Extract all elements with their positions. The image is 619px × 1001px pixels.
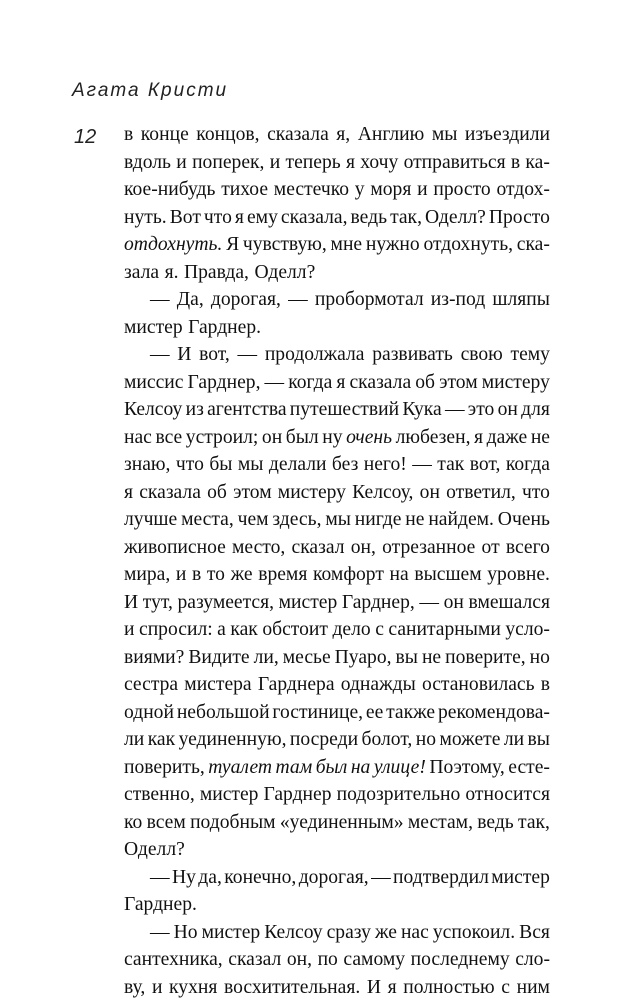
word: Гарднер. [124, 891, 197, 919]
word: отдох- [496, 176, 549, 204]
word: нигде [355, 506, 402, 534]
word: Оделл? [425, 204, 486, 232]
text-line [124, 754, 550, 782]
word: есте- [508, 754, 550, 782]
word: остановилась [422, 671, 535, 699]
word: спросил: [139, 616, 213, 644]
word: мы [325, 506, 351, 534]
word: я [388, 974, 397, 1001]
word: дорогая, [299, 864, 369, 892]
word: из [186, 396, 204, 424]
word: всем [147, 809, 186, 837]
word: ее [366, 699, 383, 727]
word: отдохнуть, [423, 231, 513, 259]
word: полностью [403, 974, 494, 1001]
word: же [375, 919, 397, 947]
word: вот, [199, 341, 230, 369]
text-line [124, 891, 550, 919]
word: на [390, 561, 409, 589]
text-line [124, 919, 550, 947]
word: миссис [124, 369, 183, 397]
word: Оделл? [254, 259, 315, 287]
word: Но [174, 919, 198, 947]
word: как [148, 726, 175, 754]
text-line [124, 121, 550, 149]
word: — [288, 286, 308, 314]
word: санитарными [388, 616, 500, 644]
word: устроил; [186, 424, 259, 452]
word: тихое [221, 176, 268, 204]
text-line [124, 396, 550, 424]
text-line [124, 836, 550, 864]
page-number: 12 [74, 126, 96, 149]
word: И [124, 589, 138, 617]
text-line [124, 451, 550, 479]
word: разумеется, [177, 589, 274, 617]
word: дело [332, 616, 370, 644]
word: Гарднер, [342, 589, 415, 617]
word: ву, [124, 974, 145, 1001]
word: сказал [228, 946, 281, 974]
word: так [437, 451, 464, 479]
word: места, [181, 506, 234, 534]
word: путешествий [290, 396, 399, 424]
word: комфорт [313, 561, 384, 589]
word: сказала, [281, 204, 348, 232]
word: него! [364, 451, 407, 479]
word: Просто [489, 204, 550, 232]
word: я [235, 204, 244, 232]
word: по [318, 946, 338, 974]
word: моря [370, 176, 411, 204]
word: — [150, 341, 170, 369]
word: он, [287, 946, 312, 974]
word: Келсоу [124, 396, 182, 424]
word: знаю, [124, 451, 170, 479]
word: об [207, 479, 227, 507]
word: ответил, [446, 479, 516, 507]
word: чем [238, 506, 269, 534]
text-line [124, 204, 550, 232]
text-line [124, 561, 550, 589]
word: — [419, 589, 439, 617]
word: подтвердил [393, 864, 489, 892]
word: свою [461, 341, 503, 369]
word: — [371, 864, 391, 892]
word: посреди [290, 726, 358, 754]
text-line [124, 286, 550, 314]
word: вы [396, 644, 418, 672]
word: ведь [477, 809, 513, 837]
word: вдоль [124, 149, 171, 177]
word: я [346, 149, 355, 177]
word: Вся [519, 919, 550, 947]
word: небольшой [177, 699, 270, 727]
word: для [521, 396, 550, 424]
word: ему [247, 204, 278, 232]
text-line [124, 616, 550, 644]
word: сантехника, [124, 946, 223, 974]
text-line [124, 259, 550, 287]
word: Гарднера [258, 671, 335, 699]
word: но [416, 726, 436, 754]
word: мистеру [278, 479, 346, 507]
word: все [155, 424, 182, 452]
word: самому [343, 946, 405, 974]
word: пробормотал [315, 286, 424, 314]
word: гостинице, [272, 699, 363, 727]
text-line [124, 424, 550, 452]
word: местечко [274, 176, 349, 204]
text-line [124, 699, 550, 727]
word: как [230, 616, 257, 644]
word: любезен, [396, 424, 471, 452]
word: подозрительно [337, 781, 461, 809]
text-line [124, 781, 550, 809]
word: мистер [124, 314, 183, 342]
word: этом [439, 369, 478, 397]
word: что [176, 451, 204, 479]
word: Келсоу [264, 919, 322, 947]
word: был [286, 424, 319, 452]
word: Очень [498, 506, 550, 534]
word: болот, [362, 726, 413, 754]
word: я, [336, 121, 350, 149]
word: Вот [170, 204, 201, 232]
word: ли [124, 726, 144, 754]
word: Оделл? [124, 836, 185, 864]
word: и [270, 149, 281, 177]
body-text [124, 121, 550, 1001]
word: усло- [505, 616, 550, 644]
word: ведь [351, 204, 387, 232]
word: нас [401, 919, 429, 947]
word: и [417, 176, 428, 204]
word: также [386, 699, 435, 727]
text-line [124, 479, 550, 507]
word: нуть. [124, 204, 167, 232]
word: — [150, 919, 170, 947]
word: последнему [411, 946, 510, 974]
word: сестра [124, 671, 178, 699]
word: сказала [267, 121, 329, 149]
word: Гарднер, [188, 369, 261, 397]
word: сло- [515, 946, 550, 974]
text-line [124, 506, 550, 534]
word: что [522, 479, 550, 507]
text-line [124, 974, 550, 1001]
word: местам, [408, 809, 473, 837]
word: «уединенным» [280, 809, 404, 837]
word: с [501, 974, 510, 1001]
word: Правда, [184, 259, 249, 287]
word: вы [528, 726, 550, 754]
word: с [375, 616, 384, 644]
word: агентства [207, 396, 286, 424]
text-line [124, 314, 550, 342]
word: но [530, 644, 550, 672]
word: сказала [139, 479, 201, 507]
word: ска- [517, 231, 550, 259]
word: ли [504, 726, 524, 754]
word: дорогая, [211, 286, 281, 314]
word: бы [209, 451, 232, 479]
word: и [152, 974, 163, 1001]
word: одной [124, 699, 174, 727]
word: отрезанное [382, 534, 475, 562]
word: концов, [196, 121, 259, 149]
word: ну [322, 424, 342, 452]
word: Англию [358, 121, 425, 149]
text-line [124, 946, 550, 974]
word: отдохнуть. [124, 231, 222, 259]
word: когда [288, 369, 332, 397]
word: И [177, 341, 191, 369]
word: ли, [254, 644, 279, 672]
word: мистер [279, 589, 338, 617]
word: вмешался [469, 589, 550, 617]
text-line [124, 149, 550, 177]
word: — [150, 864, 170, 892]
word: зала [124, 259, 159, 287]
word: в [124, 121, 133, 149]
word: а [217, 616, 226, 644]
word: шляпы [492, 286, 550, 314]
word: чувствую, [243, 231, 327, 259]
word: восхитительная. [224, 974, 360, 1001]
word: он [498, 396, 518, 424]
word: кухня [169, 974, 217, 1001]
word: Да, [177, 286, 204, 314]
word: не [405, 506, 424, 534]
word: сказала [349, 369, 411, 397]
word: Поэтому, [429, 754, 504, 782]
word: это [468, 396, 495, 424]
text-line [124, 809, 550, 837]
word: Пуаро, [335, 644, 392, 672]
word: живописное [124, 534, 226, 562]
word: — [445, 396, 465, 424]
word: месье [283, 644, 331, 672]
word: я [124, 479, 133, 507]
word: мистеру [482, 369, 550, 397]
word: делали [269, 451, 327, 479]
word: всего [506, 534, 550, 562]
word: не [422, 644, 441, 672]
word: от [482, 534, 500, 562]
word: — [238, 341, 258, 369]
word: не [531, 424, 550, 452]
word: нас [124, 424, 152, 452]
word: тут, [143, 589, 173, 617]
word: и [176, 561, 187, 589]
word: в [541, 671, 550, 699]
word: И [367, 974, 381, 1001]
text-line [124, 589, 550, 617]
text-line [124, 671, 550, 699]
word: мистер [202, 919, 261, 947]
word: и [124, 616, 135, 644]
word: был [316, 754, 348, 782]
word: развивать [372, 341, 453, 369]
word: мира, [124, 561, 170, 589]
word: сказал [292, 534, 345, 562]
text-line [124, 369, 550, 397]
word: отправиться [404, 149, 506, 177]
word: уровне. [487, 561, 550, 589]
word: — [150, 286, 170, 314]
word: хочу [360, 149, 398, 177]
word: Ну [172, 864, 196, 892]
word: Кука [402, 396, 441, 424]
text-line [124, 176, 550, 204]
word: конце [141, 121, 189, 149]
word: тему [511, 341, 550, 369]
word: и [176, 149, 187, 177]
word: так, [518, 809, 550, 837]
word: Видите [188, 644, 249, 672]
word: мистера [184, 671, 251, 699]
word: нужно [366, 231, 420, 259]
word: этом [233, 479, 272, 507]
word: успокоил. [433, 919, 515, 947]
word: поверите, [445, 644, 526, 672]
word: здесь, [272, 506, 321, 534]
word: — [265, 369, 285, 397]
word: мистер [491, 864, 550, 892]
word: Гарднер [264, 781, 332, 809]
word: об [415, 369, 435, 397]
word: в [511, 149, 520, 177]
word: на [351, 754, 371, 782]
word: рекомендова- [438, 699, 550, 727]
word: мы [432, 121, 458, 149]
word: туалет [208, 754, 272, 782]
word: ко [124, 809, 142, 837]
word: я [336, 369, 345, 397]
word: в [192, 561, 201, 589]
word: из-под [431, 286, 485, 314]
word: кое-нибудь [124, 176, 215, 204]
word: то [207, 561, 225, 589]
word: — [412, 451, 432, 479]
word: место, [232, 534, 285, 562]
text-line [124, 726, 550, 754]
word: виями? [124, 644, 184, 672]
word: там [276, 754, 313, 782]
word: высшем [414, 561, 481, 589]
word: же [231, 561, 253, 589]
word: обстоит [262, 616, 328, 644]
word: продолжала [265, 341, 365, 369]
word: просто [433, 176, 490, 204]
text-line [124, 534, 550, 562]
word: вот, [470, 451, 501, 479]
word: Я [226, 231, 239, 259]
word: относится [465, 781, 550, 809]
word: что [204, 204, 232, 232]
word: даже [487, 424, 528, 452]
word: конечно, [224, 864, 296, 892]
word: так, [390, 204, 422, 232]
word: изъездили [465, 121, 550, 149]
word: ственно, [124, 781, 195, 809]
word: ним [517, 974, 550, 1001]
running-head: Агата Кристи [72, 80, 228, 102]
word: уединенную, [179, 726, 287, 754]
word: мы [238, 451, 264, 479]
word: поверить, [124, 754, 205, 782]
word: я. [165, 259, 179, 287]
word: Гарднер. [188, 314, 261, 342]
word: он [444, 589, 464, 617]
word: когда [506, 451, 550, 479]
text-line [124, 644, 550, 672]
word: однажды [341, 671, 416, 699]
word: поперек, [192, 149, 264, 177]
text-line [124, 341, 550, 369]
word: он [262, 424, 282, 452]
word: подобным [190, 809, 276, 837]
word: можете [439, 726, 500, 754]
word: очень [346, 424, 392, 452]
word: без [332, 451, 358, 479]
word: мне [331, 231, 363, 259]
word: я [474, 424, 483, 452]
text-line [124, 864, 550, 892]
word: да, [198, 864, 222, 892]
word: сразу [327, 919, 371, 947]
word: мистер [200, 781, 259, 809]
word: время [258, 561, 307, 589]
word: он, [351, 534, 376, 562]
word: улице! [374, 754, 426, 782]
word: Келсоу, [352, 479, 413, 507]
word: теперь [286, 149, 341, 177]
word: он [420, 479, 440, 507]
text-line [124, 231, 550, 259]
word: найдем. [428, 506, 494, 534]
word: ка- [525, 149, 549, 177]
word: у [355, 176, 365, 204]
word: лучше [124, 506, 177, 534]
